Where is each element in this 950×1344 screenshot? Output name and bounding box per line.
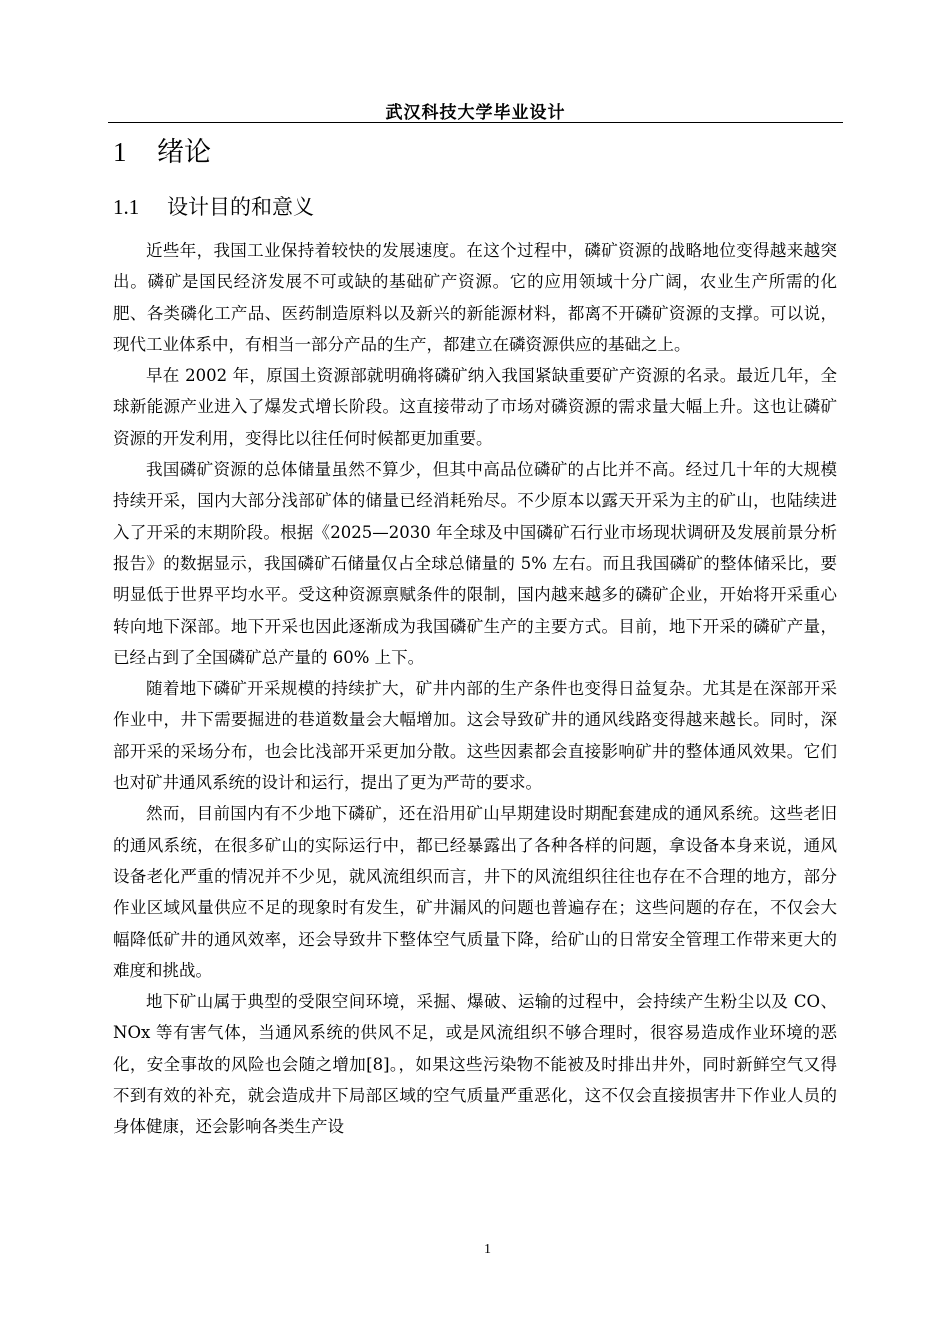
- chapter-number: 1: [113, 137, 127, 167]
- section-title: 设计目的和意义: [167, 195, 314, 219]
- chapter-heading: [113, 132, 211, 173]
- paragraph: 早在 2002 年，原国土资源部就明确将磷矿纳入我国紧缺重要矿产资源的名录。最近几年，全球新能源产业进入了爆发式增长阶段。这直接带动了市场对磷资源的需求量大幅上升。这也让磷矿资源的开发利用，变得比以往任何时候都更加重要。: [113, 366, 837, 448]
- section-heading: [113, 190, 314, 224]
- paragraph: 地下矿山属于典型的受限空间环境，采掘、爆破、运输的过程中，会持续产生粉尘以及 CO、NOx 等有害气体，当通风系统的供风不足，或是风流组织不够合理时，很容易造成作业环境的恶化，安全事故的风险也会随之增加[8]。，如果这些污染物不能被及时排出井外，同时新鲜空气又得不到有效的补充，就会造成井下局部区域的空气质量严重恶化，这不仅会直接损害井下作业人员的身体健康，还会影响各类生产设: [113, 992, 837, 1137]
- body-text: [113, 235, 837, 1143]
- header-rule: [108, 122, 843, 123]
- paragraph: 近些年，我国工业保持着较快的发展速度。在这个过程中，磷矿资源的战略地位变得越来越突出。磷矿是国民经济发展不可或缺的基础矿产资源。它的应用领域十分广阔，农业生产所需的化肥、各类磷化工产品、医药制造原料以及新兴的新能源材料，都离不开磷矿资源的支撑。可以说，现代工业体系中，有相当一部分产品的生产，都建立在磷资源供应的基础之上。: [113, 241, 837, 354]
- section-number: 1.1: [113, 195, 140, 219]
- paragraph: 然而，目前国内有不少地下磷矿，还在沿用矿山早期建设时期配套建成的通风系统。这些老旧的通风系统，在很多矿山的实际运行中，都已经暴露出了各种各样的问题，拿设备本身来说，通风设备老化严重的情况并不少见，就风流组织而言，井下的风流组织往往也存在不合理的地方，部分作业区域风量供应不足的现象时有发生，矿井漏风的问题也普遍存在；这些问题的存在，不仅会大幅降低矿井的通风效率，还会导致井下整体空气质量下降，给矿山的日常安全管理工作带来更大的难度和挑战。: [113, 804, 837, 980]
- paragraph: 随着地下磷矿开采规模的持续扩大，矿井内部的生产条件也变得日益复杂。尤其是在深部开采作业中，井下需要掘进的巷道数量会大幅增加。这会导致矿井的通风线路变得越来越长。同时，深部开采的采场分布，也会比浅部开采更加分散。这些因素都会直接影响矿井的整体通风效果。它们也对矿井通风系统的设计和运行，提出了更为严苛的要求。: [113, 679, 837, 793]
- chapter-title: 绪论: [157, 137, 211, 168]
- paragraph: 我国磷矿资源的总体储量虽然不算少，但其中高品位磷矿的占比并不高。经过几十年的大规模持续开采，国内大部分浅部矿体的储量已经消耗殆尽。不少原本以露天开采为主的矿山，也陆续进入了开采的末期阶段。根据《2025—2030 年全球及中国磷矿石行业市场现状调研及发展前景分析报告》的数据显示，我国磷矿石储量仅占全球总储量的 5% 左右。而且我国磷矿的整体储采比，要明显低于世界平均水平。受这种资源禀赋条件的限制，国内越来越多的磷矿企业，开始将开采重心转向地下深部。地下开采也因此逐渐成为我国磷矿生产的主要方式。目前，地下开采的磷矿产量，已经占到了全国磷矿总产量的 60% 上下。: [113, 460, 837, 667]
- running-header: 武汉科技大学毕业设计: [385, 103, 566, 123]
- page-number: 1: [484, 1242, 491, 1257]
